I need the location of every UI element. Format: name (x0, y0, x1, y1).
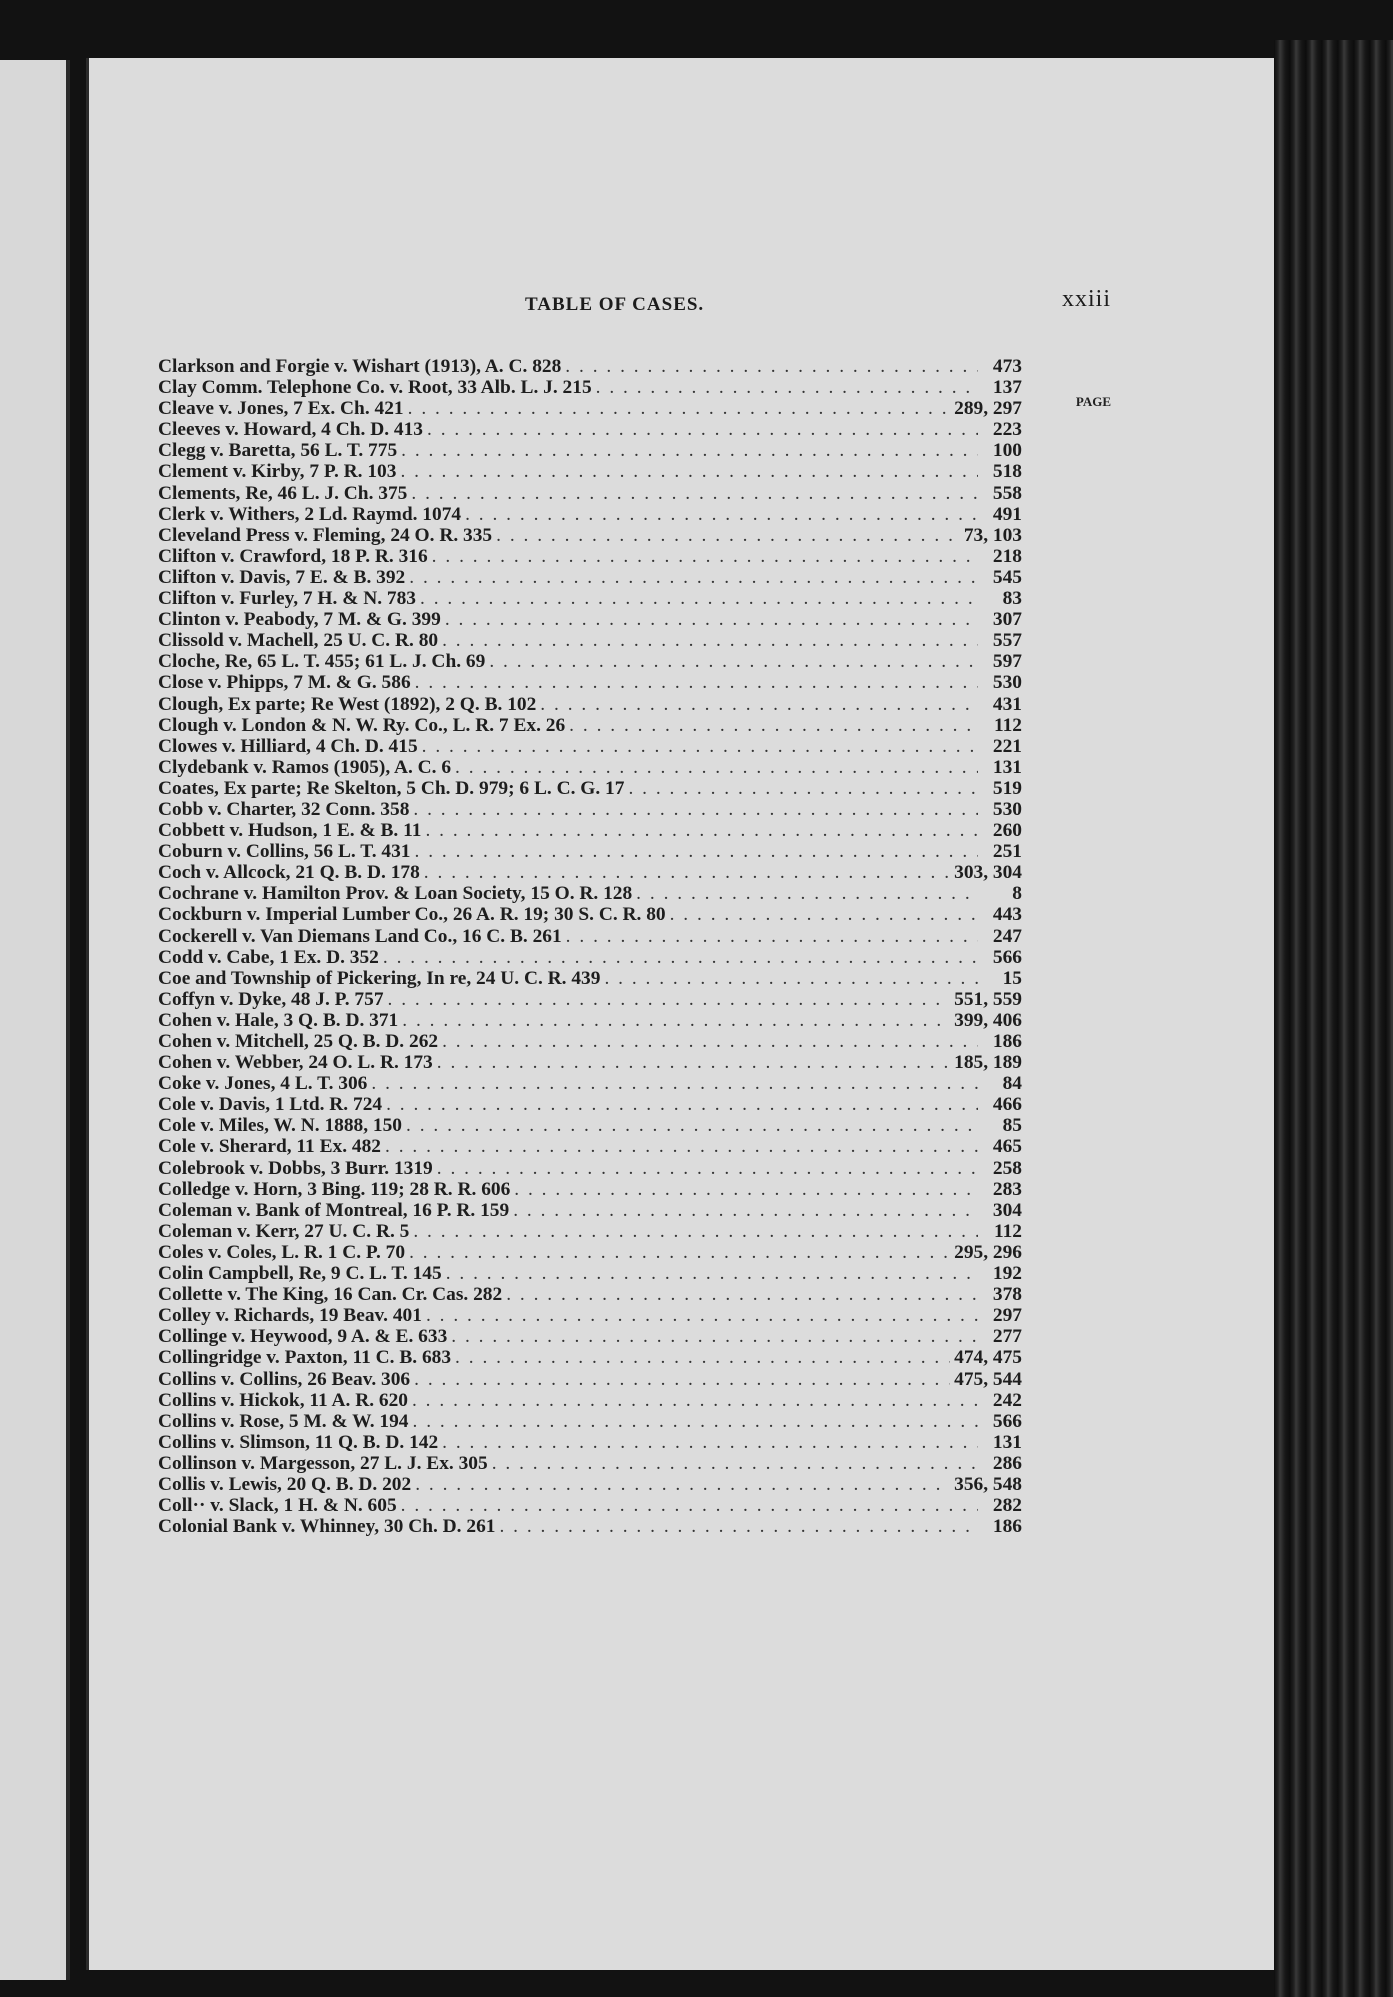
case-name: Colin Campbell, Re, 9 C. L. T. 145 (158, 1263, 442, 1285)
case-entry (158, 1115, 1022, 1136)
dot-leader (569, 715, 978, 736)
case-name: Cobbett v. Hudson, 1 E. & B. 11 (158, 820, 422, 842)
case-page-ref: 557 (992, 630, 1022, 652)
dot-leader (388, 989, 951, 1010)
case-entry (158, 968, 1022, 989)
case-page-ref: 258 (992, 1157, 1022, 1179)
case-page-ref: 185, 189 (954, 1052, 1022, 1074)
case-page-ref: 83 (1002, 588, 1022, 610)
case-entry (158, 841, 1022, 862)
case-page-ref: 186 (992, 1516, 1022, 1538)
dot-leader (513, 1200, 978, 1221)
case-page-ref: 84 (1002, 1073, 1022, 1095)
dot-leader (413, 1221, 978, 1242)
case-entry (158, 1073, 1022, 1094)
case-name: Cochrane v. Hamilton Prov. & Loan Society, 15 O. R. 128 (158, 883, 633, 905)
table-of-cases (158, 356, 1022, 1537)
case-page-ref: 8 (1012, 883, 1022, 905)
case-name: Collingridge v. Paxton, 11 C. B. 683 (158, 1347, 452, 1369)
dot-leader (413, 1411, 979, 1432)
case-entry (158, 1326, 1022, 1347)
dot-leader (442, 630, 978, 651)
case-entry (158, 525, 1022, 546)
dot-leader (420, 588, 978, 609)
case-page-ref: 247 (992, 925, 1022, 947)
case-page-ref: 260 (992, 820, 1022, 842)
case-name: Collinge v. Heywood, 9 A. & E. 633 (158, 1326, 448, 1348)
dot-leader (565, 356, 978, 377)
case-page-ref: 15 (1002, 967, 1022, 989)
case-name: Clement v. Kirby, 7 P. R. 103 (158, 461, 397, 483)
case-name: Cockerell v. Van Diemans Land Co., 16 C. B. 261 (158, 925, 562, 947)
case-page-ref: 303, 304 (954, 862, 1022, 884)
case-name: Coffyn v. Dyke, 48 J. P. 757 (158, 988, 384, 1010)
case-entry (158, 1453, 1022, 1474)
case-name: Codd v. Cabe, 1 Ex. D. 352 (158, 946, 379, 968)
dot-leader (409, 567, 978, 588)
case-entry (158, 546, 1022, 567)
case-page-ref: 242 (992, 1389, 1022, 1411)
dot-leader (540, 694, 978, 715)
case-page-ref: 277 (992, 1326, 1022, 1348)
case-page-ref: 443 (992, 904, 1022, 926)
case-page-ref: 518 (992, 461, 1022, 483)
case-entry (158, 1179, 1022, 1200)
case-page-ref: 112 (993, 1220, 1022, 1242)
case-name: Cloche, Re, 65 L. T. 455; 61 L. J. Ch. 69 (158, 651, 486, 673)
case-entry (158, 1369, 1022, 1390)
case-entry (158, 799, 1022, 820)
case-name: Clay Comm. Telephone Co. v. Root, 33 Alb. L. J. 215 (158, 377, 592, 399)
case-name: Clough v. London & N. W. Ry. Co., L. R. 7 Ex. 26 (158, 714, 566, 736)
case-entry (158, 1010, 1022, 1031)
case-name: Clegg v. Baretta, 56 L. T. 775 (158, 440, 398, 462)
dot-leader (406, 1115, 978, 1136)
case-page-ref: 475, 544 (954, 1368, 1022, 1390)
case-page-ref: 286 (992, 1452, 1022, 1474)
case-name: Collinson v. Margesson, 27 L. J. Ex. 305 (158, 1452, 488, 1474)
dot-leader (401, 440, 978, 461)
case-page-ref: 530 (992, 798, 1022, 820)
dot-leader (492, 1453, 978, 1474)
case-name: Colley v. Richards, 19 Beav. 401 (158, 1305, 422, 1327)
dot-leader (596, 377, 978, 398)
case-name: Collins v. Hickok, 11 A. R. 620 (158, 1389, 408, 1411)
case-page-ref: 491 (992, 503, 1022, 525)
case-page-ref: 566 (992, 946, 1022, 968)
dot-leader (496, 525, 960, 546)
case-page-ref: 431 (992, 693, 1022, 715)
case-entry (158, 440, 1022, 461)
case-page-ref: 466 (992, 1094, 1022, 1116)
dot-leader (670, 904, 978, 925)
facing-page-edge (0, 60, 70, 1980)
dot-leader (465, 504, 978, 525)
case-page-ref: 251 (992, 841, 1022, 863)
dot-leader (514, 1179, 978, 1200)
case-name: Clifton v. Crawford, 18 P. R. 316 (158, 545, 428, 567)
case-entry (158, 567, 1022, 588)
dot-leader (604, 968, 978, 989)
case-entry (158, 989, 1022, 1010)
case-entry (158, 651, 1022, 672)
case-name: Coleman v. Kerr, 27 U. C. R. 5 (158, 1220, 410, 1242)
case-name: Collette v. The King, 16 Can. Cr. Cas. 282 (158, 1284, 503, 1306)
case-page-ref: 218 (992, 545, 1022, 567)
case-page-ref: 545 (992, 566, 1022, 588)
case-page-ref: 100 (992, 440, 1022, 462)
case-entry (158, 904, 1022, 925)
dot-leader (426, 1305, 978, 1326)
case-name: Collins v. Collins, 26 Beav. 306 (158, 1368, 411, 1390)
dot-leader (401, 1495, 978, 1516)
case-entry (158, 1031, 1022, 1052)
dot-leader (455, 757, 978, 778)
case-name: Cohen v. Hale, 3 Q. B. D. 371 (158, 1009, 399, 1031)
case-page-ref: 307 (992, 609, 1022, 631)
case-page-ref: 283 (992, 1178, 1022, 1200)
case-page-ref: 519 (992, 777, 1022, 799)
case-page-ref: 131 (992, 756, 1022, 778)
case-entry (158, 778, 1022, 799)
dot-leader (427, 419, 978, 440)
dot-leader (628, 778, 978, 799)
case-name: Colonial Bank v. Whinney, 30 Ch. D. 261 (158, 1516, 496, 1538)
case-page-ref: 295, 296 (954, 1241, 1022, 1263)
dot-leader (422, 736, 978, 757)
case-entry (158, 398, 1022, 419)
case-name: Clarkson and Forgie v. Wishart (1913), A. C. 828 (158, 356, 562, 377)
case-entry (158, 588, 1022, 609)
case-entry (158, 1052, 1022, 1073)
dot-leader (413, 799, 978, 820)
case-entry (158, 1432, 1022, 1453)
dot-leader (446, 1263, 978, 1284)
dot-leader (566, 926, 978, 947)
case-entry (158, 715, 1022, 736)
case-name: Coleman v. Bank of Montreal, 16 P. R. 159 (158, 1199, 510, 1221)
case-page-ref: 378 (992, 1284, 1022, 1306)
case-entry (158, 1136, 1022, 1157)
case-page-ref: 221 (992, 735, 1022, 757)
dot-leader (402, 1010, 950, 1031)
case-name: Collis v. Lewis, 20 Q. B. D. 202 (158, 1473, 412, 1495)
case-entry (158, 1347, 1022, 1368)
case-entry (158, 483, 1022, 504)
case-page-ref: 356, 548 (954, 1473, 1022, 1495)
dot-leader (636, 883, 978, 904)
case-name: Cohen v. Webber, 24 O. L. R. 173 (158, 1052, 433, 1074)
case-name: Clifton v. Davis, 7 E. & B. 392 (158, 566, 406, 588)
case-entry (158, 1158, 1022, 1179)
case-entry (158, 694, 1022, 715)
case-name: Colebrook v. Dobbs, 3 Burr. 1319 (158, 1157, 433, 1179)
dot-leader (415, 841, 978, 862)
dot-leader (445, 609, 978, 630)
case-name: Coates, Ex parte; Re Skelton, 5 Ch. D. 979; 6 L. C. G. 17 (158, 777, 625, 799)
case-entry (158, 419, 1022, 440)
case-entry (158, 356, 1022, 377)
case-name: Coch v. Allcock, 21 Q. B. D. 178 (158, 862, 420, 884)
case-page-ref: 223 (992, 419, 1022, 441)
case-name: Clinton v. Peabody, 7 M. & G. 399 (158, 609, 441, 631)
case-name: Clough, Ex parte; Re West (1892), 2 Q. B. 102 (158, 693, 537, 715)
dot-leader (455, 1347, 950, 1368)
case-page-ref: 566 (992, 1410, 1022, 1432)
case-name: Cockburn v. Imperial Lumber Co., 26 A. R. 19; 30 S. C. R. 80 (158, 904, 666, 926)
case-name: Colledge v. Horn, 3 Bing. 119; 28 R. R. 606 (158, 1178, 511, 1200)
case-entry (158, 1495, 1022, 1516)
case-entry (158, 672, 1022, 693)
dot-leader (506, 1284, 978, 1305)
case-entry (158, 377, 1022, 398)
case-page-ref: 297 (992, 1305, 1022, 1327)
case-name: Collins v. Slimson, 11 Q. B. D. 142 (158, 1431, 439, 1453)
case-page-ref: 137 (992, 377, 1022, 399)
case-name: Cleveland Press v. Fleming, 24 O. R. 335 (158, 524, 493, 546)
dot-leader (411, 483, 978, 504)
case-entry (158, 461, 1022, 482)
dot-leader (437, 1158, 978, 1179)
case-name: Clements, Re, 46 L. J. Ch. 375 (158, 482, 408, 504)
case-entry (158, 630, 1022, 651)
case-page-ref: 551, 559 (954, 988, 1022, 1010)
case-entry (158, 736, 1022, 757)
dot-leader (499, 1516, 978, 1537)
dot-leader (415, 1474, 950, 1495)
case-name: Cobb v. Charter, 32 Conn. 358 (158, 798, 410, 820)
dot-leader (425, 820, 978, 841)
dot-leader (412, 1390, 978, 1411)
case-name: Clydebank v. Ramos (1905), A. C. 6 (158, 756, 452, 778)
case-page-ref: 73, 103 (963, 524, 1022, 546)
dot-leader (424, 862, 950, 883)
case-entry (158, 1284, 1022, 1305)
case-page-ref: 85 (1002, 1115, 1022, 1137)
case-name: Cohen v. Mitchell, 25 Q. B. D. 262 (158, 1031, 439, 1052)
case-entry (158, 1221, 1022, 1242)
page-number: xxiii (1061, 286, 1111, 312)
case-entry (158, 1516, 1022, 1537)
case-entry (158, 947, 1022, 968)
case-name: Collins v. Rose, 5 M. & W. 194 (158, 1410, 409, 1432)
dot-leader (409, 1242, 950, 1263)
case-page-ref: 474, 475 (954, 1347, 1022, 1369)
dot-leader (489, 651, 978, 672)
case-entry (158, 1411, 1022, 1432)
case-page-ref: 289, 297 (954, 398, 1022, 420)
case-entry (158, 1390, 1022, 1411)
case-name: Cole v. Sherard, 11 Ex. 482 (158, 1136, 382, 1158)
case-name: Coburn v. Collins, 56 L. T. 431 (158, 841, 411, 863)
case-page-ref: 186 (992, 1031, 1022, 1052)
case-entry (158, 862, 1022, 883)
case-name: Coke v. Jones, 4 L. T. 306 (158, 1073, 368, 1095)
running-title: TABLE OF CASES. (525, 294, 705, 315)
case-entry (158, 757, 1022, 778)
dot-leader (385, 1136, 978, 1157)
dot-leader (415, 672, 978, 693)
book-binding (1274, 40, 1393, 1997)
case-entry (158, 504, 1022, 525)
dot-leader (386, 1094, 978, 1115)
case-page-ref: 399, 406 (954, 1009, 1022, 1031)
case-name: Cleave v. Jones, 7 Ex. Ch. 421 (158, 398, 404, 420)
case-page-ref: 131 (992, 1431, 1022, 1453)
dot-leader (400, 461, 978, 482)
case-name: Cole v. Miles, W. N. 1888, 150 (158, 1115, 403, 1137)
case-entry (158, 1242, 1022, 1263)
case-page-ref: 112 (993, 714, 1022, 736)
case-page-ref: 530 (992, 672, 1022, 694)
dot-leader (432, 546, 978, 567)
case-name: Cole v. Davis, 1 Ltd. R. 724 (158, 1094, 383, 1116)
case-entry (158, 1200, 1022, 1221)
dot-leader (442, 1432, 978, 1453)
case-page-ref: 473 (992, 356, 1022, 377)
dot-leader (437, 1052, 950, 1073)
case-page-ref: 192 (992, 1263, 1022, 1285)
case-entry (158, 1474, 1022, 1495)
case-page-ref: 558 (992, 482, 1022, 504)
case-entry (158, 609, 1022, 630)
case-entry (158, 1094, 1022, 1115)
case-name: Clowes v. Hilliard, 4 Ch. D. 415 (158, 735, 418, 757)
dot-leader (383, 947, 978, 968)
case-entry (158, 926, 1022, 947)
dot-leader (442, 1031, 978, 1052)
case-name: Clerk v. Withers, 2 Ld. Raymd. 1074 (158, 503, 462, 525)
dot-leader (414, 1369, 950, 1390)
case-name: Close v. Phipps, 7 M. & G. 586 (158, 672, 411, 694)
case-name: Cleeves v. Howard, 4 Ch. D. 413 (158, 419, 423, 441)
case-name: Clifton v. Furley, 7 H. & N. 783 (158, 588, 416, 610)
dot-leader (451, 1326, 978, 1347)
case-entry (158, 1263, 1022, 1284)
case-page-ref: 465 (992, 1136, 1022, 1158)
case-entry (158, 820, 1022, 841)
case-entry (158, 1305, 1022, 1326)
case-page-ref: 282 (992, 1495, 1022, 1517)
case-name: Coles v. Coles, L. R. 1 C. P. 70 (158, 1241, 406, 1263)
dot-leader (371, 1073, 978, 1094)
case-entry (158, 883, 1022, 904)
case-page-ref: 304 (992, 1199, 1022, 1221)
case-page-ref: 597 (992, 651, 1022, 673)
case-name: Clissold v. Machell, 25 U. C. R. 80 (158, 630, 439, 652)
dot-leader (408, 398, 951, 419)
case-name: Coll·· v. Slack, 1 H. & N. 605 (158, 1495, 397, 1517)
page-column-heading: PAGE (1075, 394, 1111, 409)
case-name: Coe and Township of Pickering, In re, 24 U. C. R. 439 (158, 967, 601, 989)
